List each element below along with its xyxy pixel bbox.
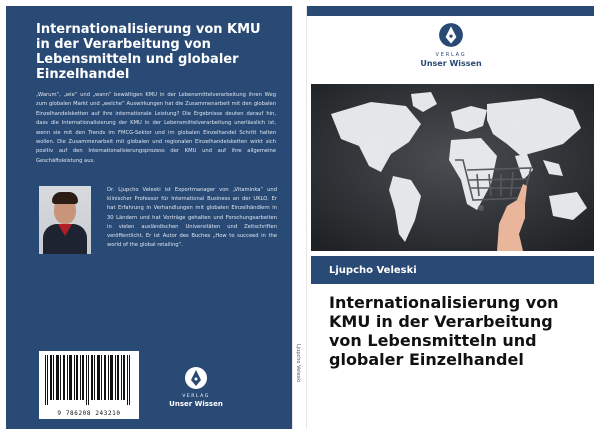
publisher-verlag: VERLAG — [435, 52, 467, 58]
pen-nib-icon — [438, 22, 464, 48]
publisher-logo-back — [156, 366, 236, 416]
author-photo — [39, 186, 91, 254]
back-cover-blurb: „Warum“, „wie“ und „wann“ bewältigen KMU in der Lebensmittelverarbeitung ihren Weg zum globalen Markt und „welche“ Auswirkungen hat die Zusammenarbeit mit den globalen Einzelhandelsketten auf ihre internationale Leistung? Die Ergebnisse deuten darauf hin, dass die Internationalisierung der KMU in der Lebensmittelverarbeitung unerlässlich ist, wenn sie mit den Trends im FMCG-Sektor und im globalen Einzelhandel Schritt halten wollen. Die Zusammenarbeit mit globalen und regionalen Einzelhandelsketten wirkt sich positiv auf den Internationalisierungsprozess der KMU und auf ihre allgemeine Geschäftsleistung aus. — [36, 92, 276, 164]
back-cover-title: Internationalisierung von KMU in der Verarbeitung von Lebensmitteln und globaler Einzelhandel — [36, 22, 261, 82]
front-author-name: Ljupcho Veleski — [329, 265, 417, 276]
back-cover — [6, 6, 292, 429]
spine-author: Ljupcho Veleski — [295, 344, 301, 383]
publisher-name: Unser Wissen — [420, 59, 482, 68]
world-map-cart-illustration — [311, 84, 594, 251]
publisher-verlag: VERLAG — [182, 394, 210, 399]
publisher-logo-front — [397, 22, 505, 68]
publisher-name: Unser Wissen — [169, 400, 223, 408]
author-strip — [311, 256, 594, 284]
front-cover — [307, 6, 594, 429]
author-bio: Dr. Ljupcho Veleski ist Exportmanager von „Vitaminka“ und klinischer Professor für International Business an der UKLO. Er hat Erfahrung in Verhandlungen mit globalen Einzelhändlern in 30 Ländern und hat Vorträge gehalten und Forschungsarbeiten in vielen ausländischen Universitäten und Zeitschriften veröffentlicht. Er ist Autor des Buches „How to succeed in the world of the global retailing“. — [107, 187, 277, 249]
barcode-bars — [43, 355, 135, 405]
pen-nib-icon — [184, 366, 208, 390]
front-cover-title: Internationalisierung von KMU in der Verarbeitung von Lebensmitteln und globaler Einzelhandel — [329, 293, 559, 369]
cover-image — [311, 84, 594, 251]
barcode — [39, 351, 139, 419]
front-top-band — [307, 6, 594, 16]
spine — [292, 6, 307, 429]
barcode-number: 9 786208 243210 — [57, 410, 121, 417]
